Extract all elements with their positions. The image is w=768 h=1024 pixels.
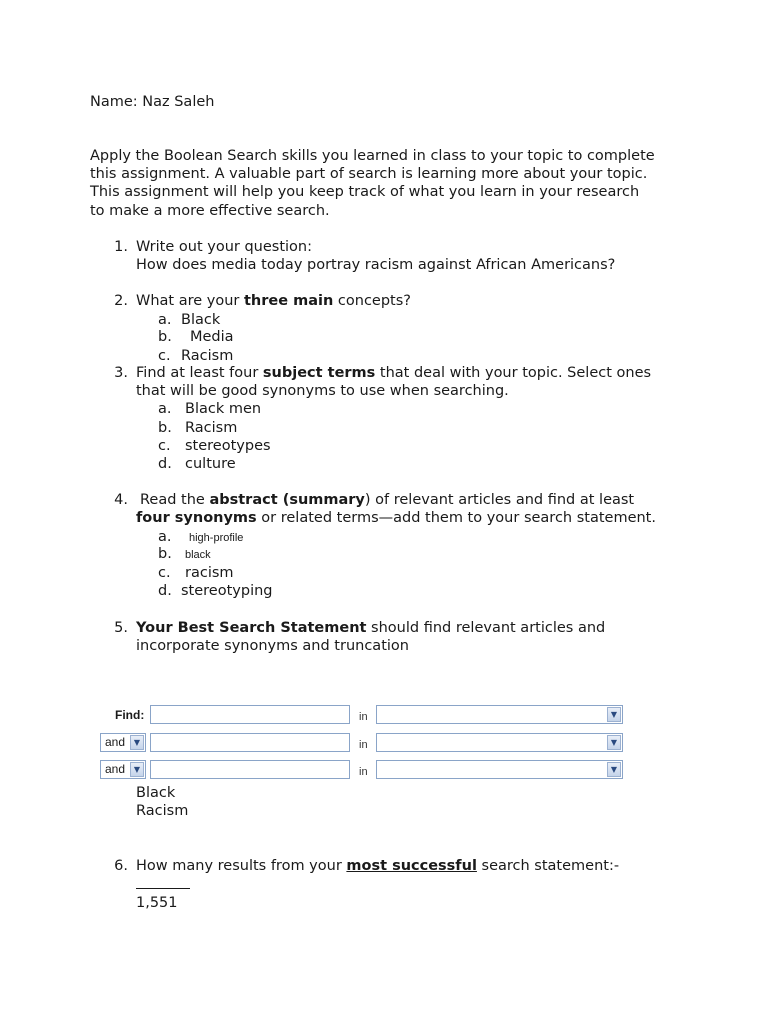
field-select-3[interactable] [376,760,623,779]
question-prompt [136,292,411,310]
prompt-text: or related terms—add them to your search statement. [256,510,656,526]
question-prompt-line2: incorporate synonyms and truncation [136,638,409,654]
chevron-down-icon[interactable]: ▼ [130,762,144,777]
search-term-input-1[interactable] [150,705,350,724]
question-number: 1. [114,239,128,255]
operator-select-2[interactable] [100,760,146,779]
prompt-text: Read the [140,492,210,508]
question-number: 2. [114,293,128,309]
list-letter: a. [158,529,172,545]
list-item: culture [185,456,236,472]
list-letter: c. [158,438,171,454]
search-term-input-3[interactable] [150,760,350,779]
prompt-bold: subject terms [262,365,376,381]
list-letter: d. [158,583,172,599]
prompt-bold-underlined: most successful [346,858,477,874]
in-label: in [359,766,368,778]
intro-line: this assignment. A valuable part of search is learning more about your topic. [90,166,648,182]
question-prompt [136,619,605,637]
prompt-text: What are your [136,293,244,309]
list-item: Racism [185,420,238,436]
question-prompt [140,491,634,509]
search-term-input-2[interactable] [150,733,350,752]
list-item: stereotypes [185,438,271,454]
question-prompt: Write out your question: [136,239,312,255]
question-prompt-line2 [136,509,656,527]
list-letter: b. [158,329,172,345]
question-prompt [136,364,651,382]
question-number: 3. [114,365,128,381]
question-number: 5. [114,620,128,636]
list-letter: b. [158,546,172,562]
question-answer: How does media today portray racism against African Americans? [136,257,616,273]
question-number: 6. [114,858,128,874]
prompt-text: search statement:- [476,858,620,874]
question-prompt-line2: that will be good synonyms to use when searching. [136,383,509,399]
prompt-bold: Your Best Search Statement [136,620,367,636]
list-letter: c. [158,565,171,581]
name-line: Name: Naz Saleh [90,94,215,110]
field-select-1[interactable] [376,705,623,724]
list-letter: a. [158,312,172,328]
prompt-text: How many results from your [136,858,347,874]
intro-line: Apply the Boolean Search skills you learned in class to your topic to complete [90,148,655,164]
prompt-text: should find relevant articles and [366,620,606,636]
question-number: 4. [114,492,128,508]
list-item: high-profile [189,532,244,544]
chevron-down-icon[interactable]: ▼ [607,762,621,777]
prompt-text: ) of relevant articles and find at least [364,492,635,508]
intro-line: to make a more effective search. [90,203,330,219]
prompt-bold: three main [243,293,334,309]
prompt-bold: four synonyms [136,510,257,526]
results-count: 1,551 [136,895,178,911]
search-term: Racism [136,803,189,819]
list-letter: a. [158,401,172,417]
operator-value: and [105,762,126,776]
list-letter: c. [158,348,171,364]
answer-blank [136,876,190,894]
chevron-down-icon[interactable]: ▼ [607,735,621,750]
question-prompt [136,857,619,875]
prompt-bold: abstract (summary [209,492,365,508]
list-item: stereotyping [181,583,273,599]
search-term: Black [136,785,176,801]
in-label: in [359,711,368,723]
operator-select-1[interactable] [100,733,146,752]
chevron-down-icon[interactable]: ▼ [130,735,144,750]
list-item: Black men [185,401,262,417]
list-item: racism [185,565,234,581]
intro-line: This assignment will help you keep track of what you learn in your research [90,184,640,200]
operator-value: and [105,735,126,749]
field-select-2[interactable] [376,733,623,752]
prompt-text: that deal with your topic. Select ones [375,365,652,381]
list-item: black [185,549,211,561]
list-item: Media [190,329,234,345]
list-letter: d. [158,456,172,472]
in-label: in [359,739,368,751]
list-item: Black [181,312,221,328]
find-label: Find: [115,708,145,722]
list-item: Racism [181,348,234,364]
prompt-text: Find at least four [136,365,263,381]
chevron-down-icon[interactable]: ▼ [607,707,621,722]
list-letter: b. [158,420,172,436]
prompt-text: concepts? [333,293,411,309]
